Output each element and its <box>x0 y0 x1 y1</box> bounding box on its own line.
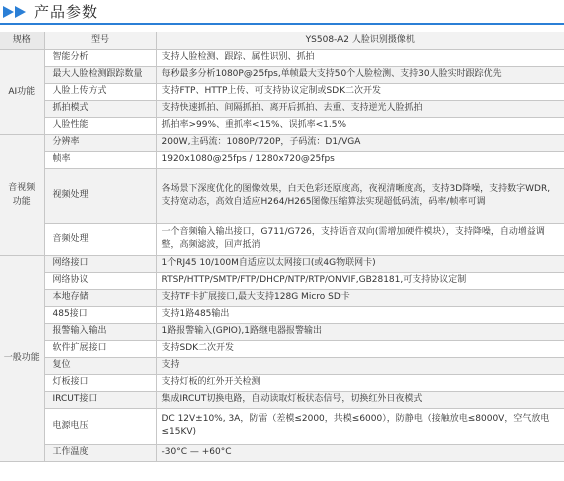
param-value: 支持 <box>156 357 564 374</box>
section-title: 产品参数 <box>34 3 99 21</box>
param-label: 帧率 <box>44 151 156 168</box>
table-row <box>0 100 564 117</box>
param-label: 人脸上传方式 <box>44 83 156 100</box>
header-spec: 规格 <box>0 32 44 49</box>
table-row <box>0 49 564 66</box>
param-label: 电源电压 <box>44 408 156 444</box>
table-row <box>0 83 564 100</box>
param-value: 支持人脸检测、跟踪、属性识别、抓拍 <box>156 49 564 66</box>
table-row <box>0 391 564 408</box>
table-row <box>0 134 564 151</box>
param-value: 支持FTP、HTTP上传、可支持协议定制或SDK二次开发 <box>156 83 564 100</box>
param-value: 每秒最多分析1080P@25fps,单帧最大支持50个人脸检测、支持30人脸实时跟踪优先 <box>156 66 564 83</box>
spec-table <box>0 32 564 462</box>
table-header-row <box>0 32 564 49</box>
table-row <box>0 117 564 134</box>
section-header <box>0 0 564 25</box>
header-model: 型号 <box>44 32 156 49</box>
param-value: 200W,主码流：1080P/720P，子码流：D1/VGA <box>156 134 564 151</box>
param-value: 支持SDK二次开发 <box>156 340 564 357</box>
table-row <box>0 223 564 255</box>
param-label: 灯板接口 <box>44 374 156 391</box>
table-row <box>0 66 564 83</box>
param-value: -30°C — +60°C <box>156 444 564 461</box>
param-value: 支持快速抓拍、间隔抓拍、离开后抓拍、去重、支持逆光人脸抓拍 <box>156 100 564 117</box>
param-label: 网络协议 <box>44 272 156 289</box>
table-row <box>0 444 564 461</box>
table-row <box>0 289 564 306</box>
table-row <box>0 340 564 357</box>
param-label: 视频处理 <box>44 168 156 223</box>
param-label: 音频处理 <box>44 223 156 255</box>
table-row <box>0 255 564 272</box>
param-label: 复位 <box>44 357 156 374</box>
param-value: 1个RJ45 10/100M自适应以太网接口(或4G物联网卡) <box>156 255 564 272</box>
param-value: 抓拍率>99%、重抓率<15%、误抓率<1.5% <box>156 117 564 134</box>
param-label: 抓拍模式 <box>44 100 156 117</box>
param-value: 1路报警输入(GPIO),1路继电器报警输出 <box>156 323 564 340</box>
param-value: 集成IRCUT切换电路，自动读取灯板状态信号，切换红外日夜模式 <box>156 391 564 408</box>
table-row <box>0 168 564 223</box>
param-label: 智能分析 <box>44 49 156 66</box>
param-label: 软件扩展接口 <box>44 340 156 357</box>
param-label: 分辨率 <box>44 134 156 151</box>
param-value: 支持灯板的红外开关检测 <box>156 374 564 391</box>
param-label: 网络接口 <box>44 255 156 272</box>
group-label-ai: AI功能 <box>0 49 44 134</box>
header-model-value: YS508-A2 人脸识别摄像机 <box>156 32 564 49</box>
param-value: 各场景下深度优化的图像效果，白天色彩还原度高，夜视清晰度高，支持3D降噪，支持数字WDR,支持宽动态，高效自适应H264/H265图像压缩算法实现超低码流，码率/帧率可调 <box>156 168 564 223</box>
table-row <box>0 306 564 323</box>
table-row <box>0 272 564 289</box>
param-label: 报警输入输出 <box>44 323 156 340</box>
param-value: RTSP/HTTP/SMTP/FTP/DHCP/NTP/RTP/ONVIF,GB28181,可支持协议定制 <box>156 272 564 289</box>
param-value: 支持TF卡扩展接口,最大支持128G Micro SD卡 <box>156 289 564 306</box>
param-label: 人脸性能 <box>44 117 156 134</box>
table-row <box>0 357 564 374</box>
table-row <box>0 374 564 391</box>
table-row <box>0 408 564 444</box>
table-row <box>0 151 564 168</box>
param-label: 工作温度 <box>44 444 156 461</box>
param-value: 一个音频输入输出接口，G711/G726，支持语音双向(需增加硬件模块），支持降噪，自动增益调整，高频滤波，回声抵消 <box>156 223 564 255</box>
param-label: IRCUT接口 <box>44 391 156 408</box>
param-value: 1920x1080@25fps / 1280x720@25fps <box>156 151 564 168</box>
double-arrow-icon <box>3 6 29 18</box>
param-label: 485接口 <box>44 306 156 323</box>
param-value: DC 12V±10%, 3A，防雷（差模≤2000，共模≤6000），防静电（接触放电≤8000V，空气放电≤15KV) <box>156 408 564 444</box>
param-value: 支持1路485输出 <box>156 306 564 323</box>
group-label-general: 一般功能 <box>0 255 44 461</box>
header-divider <box>0 23 564 25</box>
param-label: 本地存储 <box>44 289 156 306</box>
table-row <box>0 323 564 340</box>
param-label: 最大人脸检测跟踪数量 <box>44 66 156 83</box>
group-label-av: 音视频功能 <box>0 134 44 255</box>
